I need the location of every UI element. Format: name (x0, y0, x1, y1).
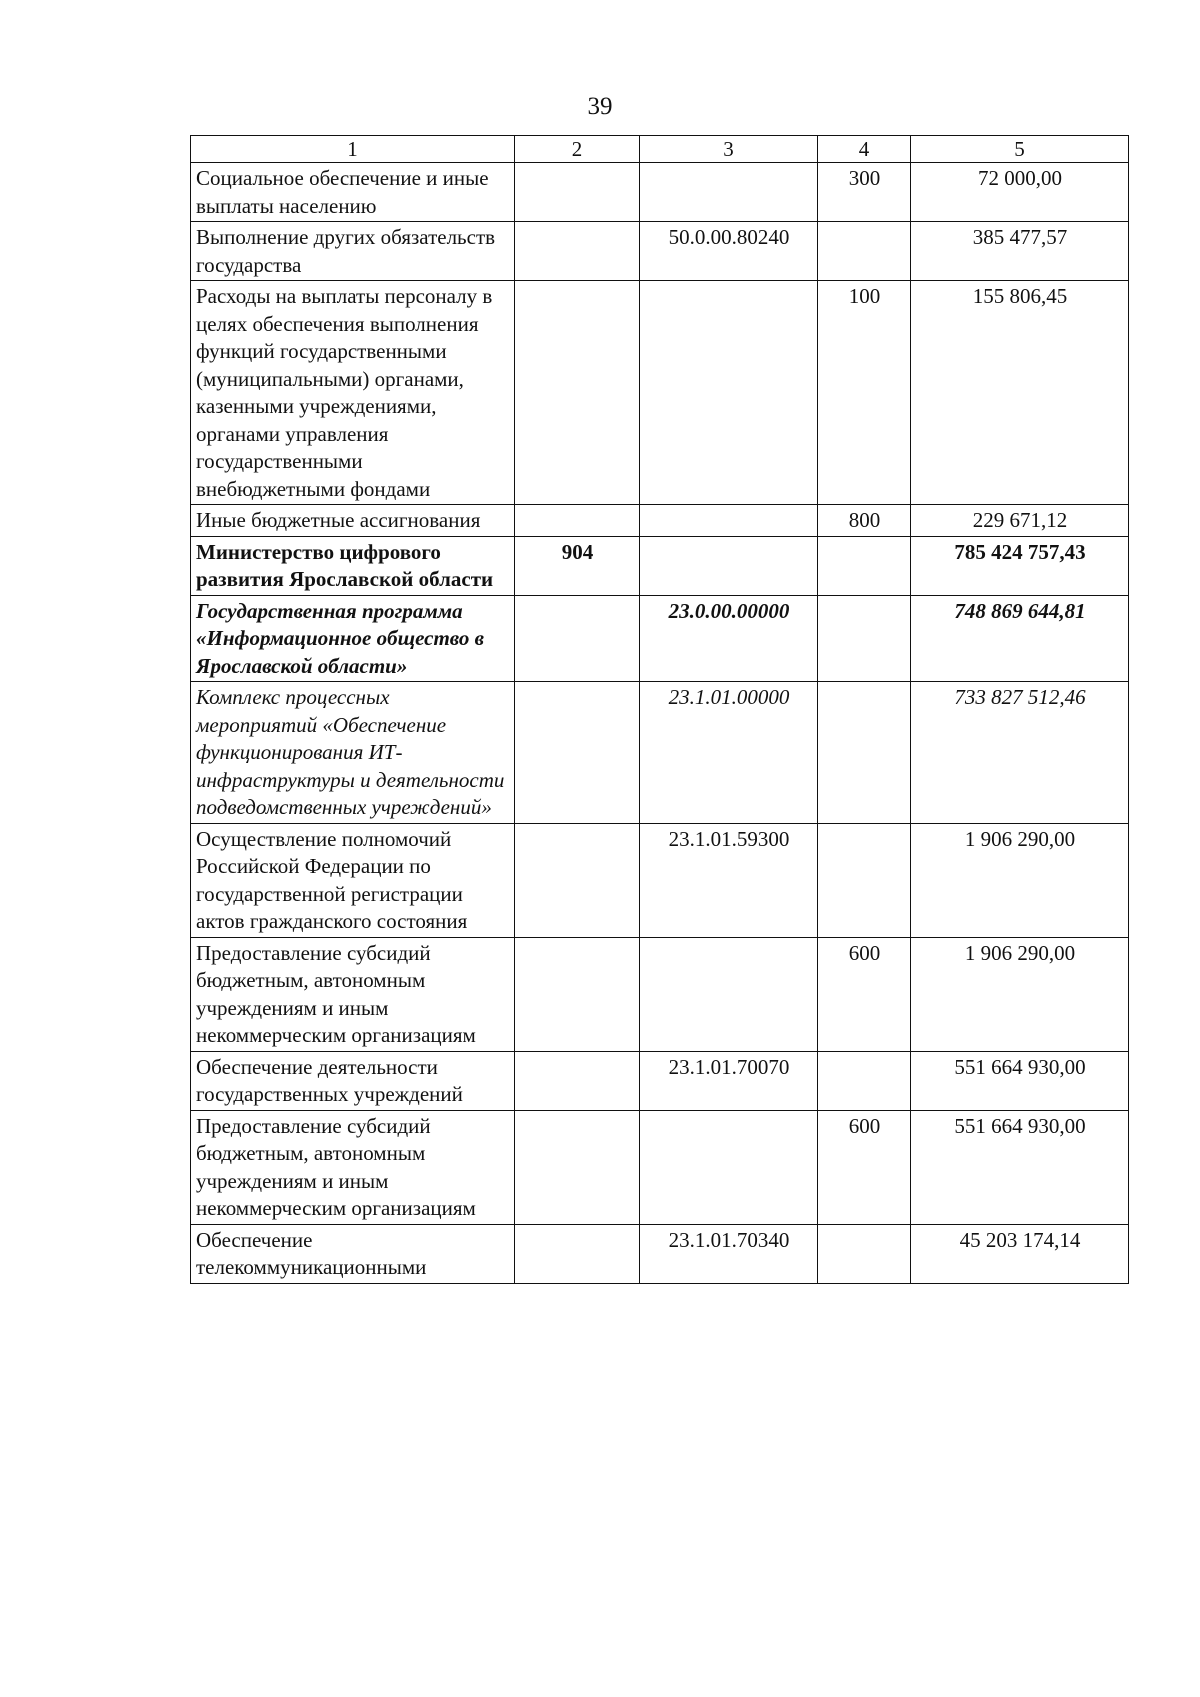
admin-code-cell (515, 1110, 640, 1224)
amount-cell: 785 424 757,43 (911, 536, 1129, 595)
target-code-cell: 23.1.01.00000 (640, 682, 818, 824)
amount-cell: 551 664 930,00 (911, 1051, 1129, 1110)
expense-name-cell: Предоставление субсидий бюджетным, автономным учреждениям и иным некоммерческим организациям (191, 937, 515, 1051)
admin-code-cell (515, 682, 640, 824)
expense-name-cell: Обеспечение деятельности государственных учреждений (191, 1051, 515, 1110)
admin-code-cell (515, 937, 640, 1051)
admin-code-cell (515, 222, 640, 281)
amount-cell: 1 906 290,00 (911, 937, 1129, 1051)
column-header: 2 (515, 136, 640, 163)
expense-type-cell: 100 (818, 281, 911, 505)
column-header: 5 (911, 136, 1129, 163)
expense-name-cell: Обеспечение телекоммуникационными (191, 1224, 515, 1283)
amount-cell: 748 869 644,81 (911, 595, 1129, 682)
amount-cell: 1 906 290,00 (911, 823, 1129, 937)
table-row (191, 163, 1129, 222)
target-code-cell: 23.1.01.70340 (640, 1224, 818, 1283)
table-row (191, 823, 1129, 937)
expense-name-cell: Осуществление полномочий Российской Федерации по государственной регистрации актов гражданского состояния (191, 823, 515, 937)
target-code-cell (640, 1110, 818, 1224)
expense-type-cell (818, 1224, 911, 1283)
target-code-cell (640, 505, 818, 537)
target-code-cell: 50.0.00.80240 (640, 222, 818, 281)
target-code-cell: 23.1.01.59300 (640, 823, 818, 937)
admin-code-cell (515, 281, 640, 505)
column-header: 3 (640, 136, 818, 163)
admin-code-cell (515, 1051, 640, 1110)
table-row (191, 1224, 1129, 1283)
amount-cell: 551 664 930,00 (911, 1110, 1129, 1224)
admin-code-cell: 904 (515, 536, 640, 595)
admin-code-cell (515, 505, 640, 537)
expense-name-cell: Иные бюджетные ассигнования (191, 505, 515, 537)
target-code-cell (640, 937, 818, 1051)
table-row (191, 222, 1129, 281)
expense-type-cell: 800 (818, 505, 911, 537)
expense-name-cell: Министерство цифрового развития Ярославской области (191, 536, 515, 595)
column-header: 1 (191, 136, 515, 163)
expense-name-cell: Выполнение других обязательств государства (191, 222, 515, 281)
expense-name-cell: Государственная программа «Информационное общество в Ярославской области» (191, 595, 515, 682)
table-row (191, 1051, 1129, 1110)
expense-type-cell (818, 222, 911, 281)
expense-name-cell: Расходы на выплаты персоналу в целях обеспечения выполнения функций государственными (муниципальными) органами, казенными учреждениями, органами управления государственными внебюджетными фондами (191, 281, 515, 505)
table-row (191, 682, 1129, 824)
expense-type-cell (818, 536, 911, 595)
target-code-cell (640, 536, 818, 595)
page-number: 39 (587, 93, 613, 120)
amount-cell: 45 203 174,14 (911, 1224, 1129, 1283)
expense-name-cell: Комплекс процессных мероприятий «Обеспечение функционирования ИТ-инфраструктуры и деятельности подведомственных учреждений» (191, 682, 515, 824)
column-header: 4 (818, 136, 911, 163)
table-row (191, 281, 1129, 505)
expense-type-cell (818, 823, 911, 937)
admin-code-cell (515, 595, 640, 682)
expense-type-cell: 300 (818, 163, 911, 222)
target-code-cell (640, 163, 818, 222)
expense-name-cell: Предоставление субсидий бюджетным, автономным учреждениям и иным некоммерческим организациям (191, 1110, 515, 1224)
admin-code-cell (515, 823, 640, 937)
budget-table (190, 135, 1129, 1284)
expense-type-cell (818, 682, 911, 824)
table-row (191, 595, 1129, 682)
admin-code-cell (515, 163, 640, 222)
expense-name-cell: Социальное обеспечение и иные выплаты населению (191, 163, 515, 222)
table-row (191, 937, 1129, 1051)
amount-cell: 155 806,45 (911, 281, 1129, 505)
expense-type-cell (818, 1051, 911, 1110)
table-row (191, 1110, 1129, 1224)
target-code-cell: 23.0.00.00000 (640, 595, 818, 682)
admin-code-cell (515, 1224, 640, 1283)
amount-cell: 733 827 512,46 (911, 682, 1129, 824)
expense-type-cell (818, 595, 911, 682)
expense-type-cell: 600 (818, 937, 911, 1051)
table-row (191, 505, 1129, 537)
target-code-cell (640, 281, 818, 505)
table-row (191, 536, 1129, 595)
table-header-row (191, 136, 1129, 163)
amount-cell: 385 477,57 (911, 222, 1129, 281)
amount-cell: 229 671,12 (911, 505, 1129, 537)
amount-cell: 72 000,00 (911, 163, 1129, 222)
target-code-cell: 23.1.01.70070 (640, 1051, 818, 1110)
expense-type-cell: 600 (818, 1110, 911, 1224)
